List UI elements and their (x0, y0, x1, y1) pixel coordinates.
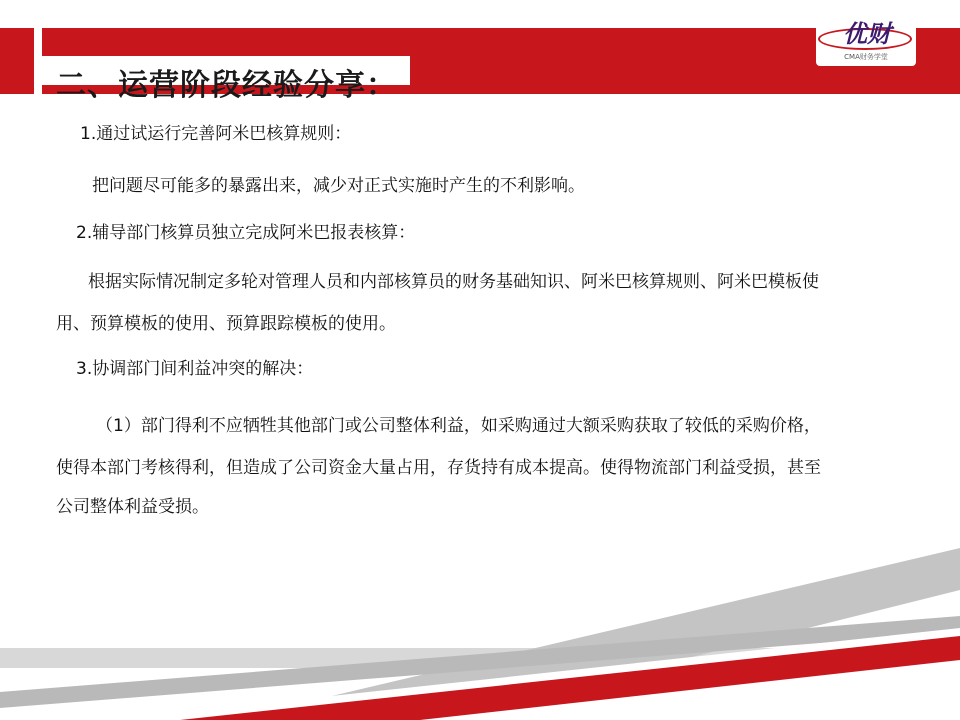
slide-title: 二、运营阶段经验分享： (56, 68, 397, 103)
logo-subtext: CMA财务学堂 (844, 53, 888, 61)
point1-heading: 1.通过试运行完善阿米巴核算规则： (80, 124, 352, 144)
point2-body-line1: 根据实际情况制定多轮对管理人员和内部核算员的财务基础知识、阿米巴核算规则、阿米巴模板使 (88, 272, 819, 292)
point3-body-line1: （1）部门得利不应牺牲其他部门或公司整体利益，如采购通过大额采购获取了较低的采购价格， (96, 416, 821, 436)
point1-body: 把问题尽可能多的暴露出来，减少对正式实施时产生的不利影响。 (92, 176, 585, 196)
logo-mark: 优财 (843, 19, 891, 48)
point3-heading: 3.协调部门间利益冲突的解决： (76, 359, 314, 379)
point2-heading: 2.辅导部门核算员独立完成阿米巴报表核算： (76, 223, 416, 243)
point2-body-line2: 用、预算模板的使用、预算跟踪模板的使用。 (56, 314, 396, 334)
point3-body-line2: 使得本部门考核得利，但造成了公司资金大量占用，存货持有成本提高。使得物流部门利益受损，甚至 (56, 458, 821, 478)
point3-body-line3: 公司整体利益受损。 (56, 497, 209, 517)
